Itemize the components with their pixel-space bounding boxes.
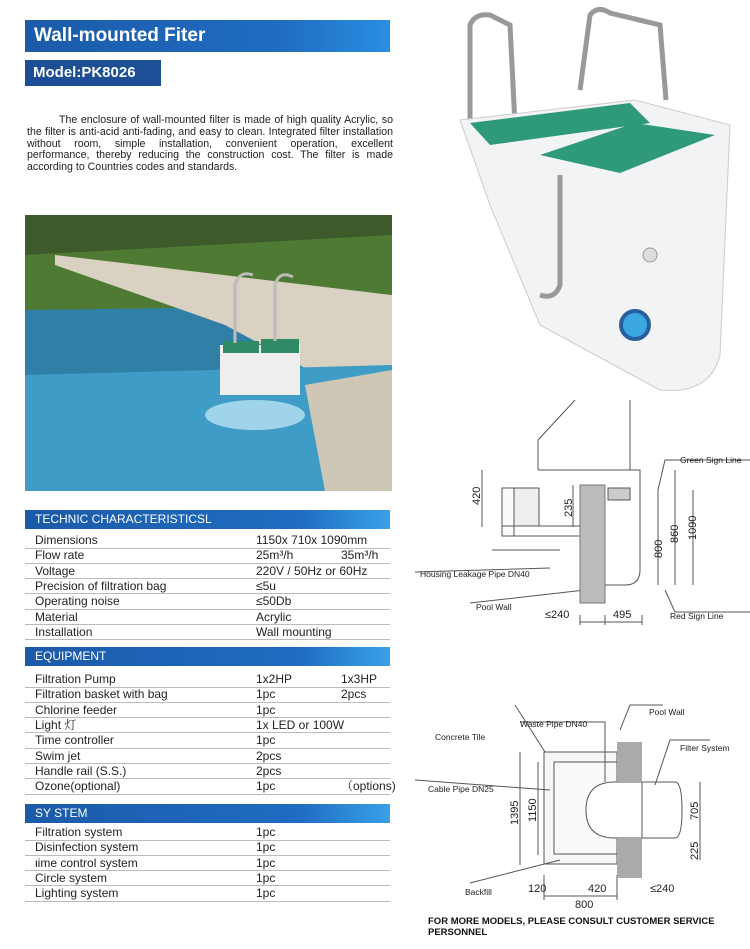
table-row (25, 840, 390, 856)
row-label: Filtration basket with bag (35, 687, 168, 702)
dim-800: 800 (653, 539, 665, 558)
row-label: Operating noise (35, 594, 120, 609)
table-row (25, 871, 390, 887)
row-label: Lighting system (35, 886, 119, 901)
row-label: Voltage (35, 563, 76, 578)
table-row (25, 533, 390, 549)
intro-text: The enclosure of wall-mounted filter is made of high quality Acrylic, so the filter is anti-acid anti-fading, and easy to clean. Integrated filter installation without room, simple installation, convenient operation, excellent performance, thereby reducing the construction cost. The filter is made according to Countries codes and standards. (27, 114, 393, 174)
row-label: Light 灯 (35, 717, 77, 732)
table-row (25, 764, 390, 780)
row-value: 1pc (256, 870, 276, 885)
row-label: Time controller (35, 733, 114, 748)
row-value: ≤5u (256, 578, 276, 593)
row-label: Swim jet (35, 748, 81, 763)
table-row (25, 703, 390, 719)
row-value: 1pc (256, 840, 276, 855)
row-value: 25m³/h (256, 548, 294, 563)
row-value: 1pc (256, 886, 276, 901)
dim-225: 225 (689, 841, 701, 860)
row-value: 1pc (256, 855, 276, 870)
row-label: Filtration system (35, 825, 123, 839)
table-row (25, 564, 390, 580)
row-value: 1pc (256, 779, 276, 794)
row-label: Material (35, 609, 78, 624)
table-row (25, 625, 390, 641)
row-value: Wall mounting (256, 624, 332, 639)
technic-section-header: TECHNIC CHARACTERISTICSL (25, 510, 390, 529)
waste-pipe-label: Waste Pipe DN40 (520, 719, 588, 729)
row-value-2: 35m³/h (341, 548, 379, 563)
row-value: 1150x 710x 1090mm (256, 533, 368, 547)
row-value: 220V / 50Hz or 60Hz (256, 563, 368, 578)
row-label: Chlorine feeder (35, 702, 118, 717)
row-value: 1pc (256, 702, 276, 717)
side-section-diagram (410, 400, 750, 630)
pool-photo (25, 215, 392, 491)
row-value: 1pc (256, 687, 276, 702)
equipment-section-header: EQUIPMENT (25, 647, 390, 666)
row-label: Filtration Pump (35, 672, 116, 686)
row-value-2: （options) (341, 779, 396, 794)
row-label: Dimensions (35, 533, 98, 547)
pool-wall-label: Pool Wall (476, 602, 512, 612)
table-row (25, 779, 396, 795)
table-row (25, 856, 390, 872)
concrete-tile-label: Concrete Tile (435, 732, 486, 742)
row-label: Flow rate (35, 548, 85, 563)
row-value: 2pcs (256, 748, 282, 763)
system-section-header: SY STEM (25, 804, 390, 823)
top-section-diagram (410, 700, 750, 915)
table-row (25, 718, 390, 734)
dim-420b: 420 (588, 883, 607, 895)
dim-1395: 1395 (509, 800, 521, 825)
dim-800b: 800 (575, 899, 594, 911)
table-row (25, 610, 390, 626)
table-row (25, 749, 390, 765)
table-row (25, 886, 390, 902)
dim-705: 705 (689, 801, 701, 820)
dim-1150: 1150 (527, 798, 539, 822)
row-label: ιime control system (35, 855, 138, 870)
dim-120: 120 (528, 883, 547, 895)
row-label: Precision of filtration bag (35, 578, 167, 593)
pool-wall-label-2: Pool Wall (649, 707, 685, 717)
row-value: ≤50Db (256, 594, 292, 609)
row-label: Disinfection system (35, 840, 139, 855)
filter-product-image (430, 5, 740, 400)
dim-420: 420 (471, 486, 483, 505)
row-value: 1pc (256, 733, 276, 748)
row-label: Circle system (35, 870, 108, 885)
table-row (25, 548, 390, 564)
table-row (25, 672, 390, 688)
page-title: Wall-mounted Fiter (25, 20, 390, 52)
row-value: Acrylic (256, 609, 292, 624)
red-sign-line-label: Red Sign Line (670, 611, 724, 621)
row-label: Ozone(optional) (35, 779, 121, 794)
table-row (25, 733, 390, 749)
leakage-pipe-label: Housing Leakage Pipe DN40 (420, 569, 530, 579)
row-value: 2pcs (256, 763, 282, 778)
row-value: 1x LED or 100W (256, 717, 345, 732)
dim-860: 860 (669, 524, 681, 543)
dim-240b: ≤240 (650, 883, 675, 895)
row-value-2: 1x3HP (341, 672, 378, 686)
table-row (25, 687, 390, 703)
backfill-label: Backfill (465, 887, 492, 897)
dim-1090: 1090 (687, 515, 699, 540)
table-row (25, 594, 390, 610)
row-value-2: 2pcs (341, 687, 367, 702)
cable-pipe-label: Cable Pipe DN25 (428, 784, 494, 794)
footer-note: FOR MORE MODELS, PLEASE CONSULT CUSTOMER SERVICE PERSONNEL (428, 916, 715, 938)
dim-235: 235 (563, 498, 575, 517)
filter-system-label: Filter System (680, 743, 730, 753)
row-value: 1pc (256, 825, 276, 839)
table-row (25, 825, 390, 841)
dim-495: 495 (613, 609, 632, 621)
model-label: Model:PK8026 (25, 60, 161, 86)
row-label: Installation (35, 624, 93, 639)
row-value: 1x2HP (256, 672, 293, 686)
row-label: Handle rail (S.S.) (35, 763, 127, 778)
dim-240: ≤240 (545, 609, 570, 621)
table-row (25, 579, 390, 595)
green-sign-line-label: Green Sign Line (680, 455, 742, 465)
